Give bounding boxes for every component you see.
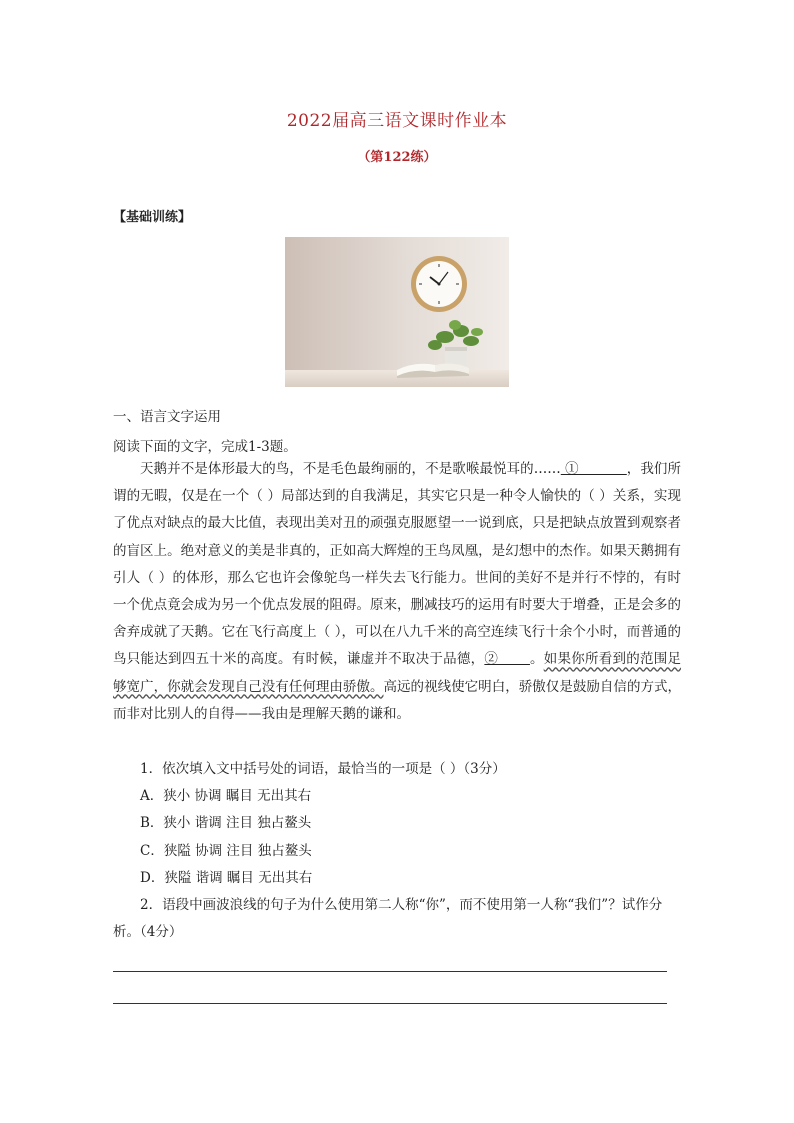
passage-sentence-1: 天鹅并不是体形最大的鸟，不是毛色最绚丽的，不是歌喉最悦耳的……	[140, 461, 561, 477]
reading-passage	[113, 456, 681, 728]
passage-paragraph	[113, 456, 681, 728]
wavy-underlined-sentence: 如果你所看到的范围足够宽广，你就会发现自己没有任何理由骄傲。	[113, 651, 682, 695]
part-heading: 一、语言文字运用	[113, 409, 221, 425]
question-2	[113, 892, 681, 946]
answer-line-2[interactable]	[113, 1003, 667, 1004]
passage-sentence-4: 高远的视线使它明白，骄傲仅是鼓励自信的方式，而非对比别人的自得——我由是理解天鹅的谦和。	[113, 678, 682, 722]
question-1	[113, 756, 681, 892]
instruction: 阅读下面的文字，完成1-3题。	[113, 439, 297, 455]
question-2-stem: 2．语段中画波浪线的句子为什么使用第二人称“你”，而不使用第一人称“我们”？试作分析。（4分）	[113, 897, 663, 941]
fill-blank-1[interactable]: ①	[560, 461, 627, 477]
page-subtitle: （第122练）	[357, 150, 437, 165]
illustration-svg	[285, 237, 509, 387]
section-label: 【基础训练】	[113, 210, 192, 225]
question-1-option-c[interactable]: C．狭隘 协调 注目 独占鳌头	[140, 842, 312, 859]
page-title: 2022届高三语文课时作业本	[286, 111, 508, 131]
question-1-option-d[interactable]: D．狭隘 谐调 瞩目 无出其右	[140, 869, 313, 886]
fill-blank-2[interactable]: ②	[484, 651, 530, 668]
passage-sentence-3: 。	[529, 651, 544, 668]
question-1-option-a[interactable]: A．狭小 协调 瞩目 无出其右	[140, 788, 312, 805]
illustration-clock-plant-book	[285, 237, 509, 387]
answer-line-1[interactable]	[113, 971, 667, 972]
question-1-option-b[interactable]: B．狭小 谐调 注目 独占鳌头	[140, 815, 312, 832]
question-1-stem: 1．依次填入文中括号处的词语，最恰当的一项是（ ）（3分）	[140, 761, 506, 777]
passage-sentence-2: ，我们所谓的无暇，仅是在一个（ ）局部达到的自我满足，其实它只是一种令人愉快的（ ）关系，实现了优点对缺点的最大比值，表现出美对丑的顽强克服愿望一一说到底，只是把缺点放置到观察者的盲区上。绝对意义的美是非真的，正如高大辉煌的王鸟凤凰，是幻想中的杰作。如果天鹅拥有引人（ ）的体形，那么它也许会像鸵鸟一样失去飞行能力。世间的美好不是并行不悖的，有时一个优点竟会成为另一个优点发展的阻碍。原来，删减技巧的运用有时要大于增叠，正是会多的舍弃成就了天鹅。它在飞行高度上（ ），可以在八九千米的高空连续飞行十余个小时，而普通的鸟只能达到四五十米的高度。有时候，谦虚并不取决于品德，	[113, 461, 682, 668]
